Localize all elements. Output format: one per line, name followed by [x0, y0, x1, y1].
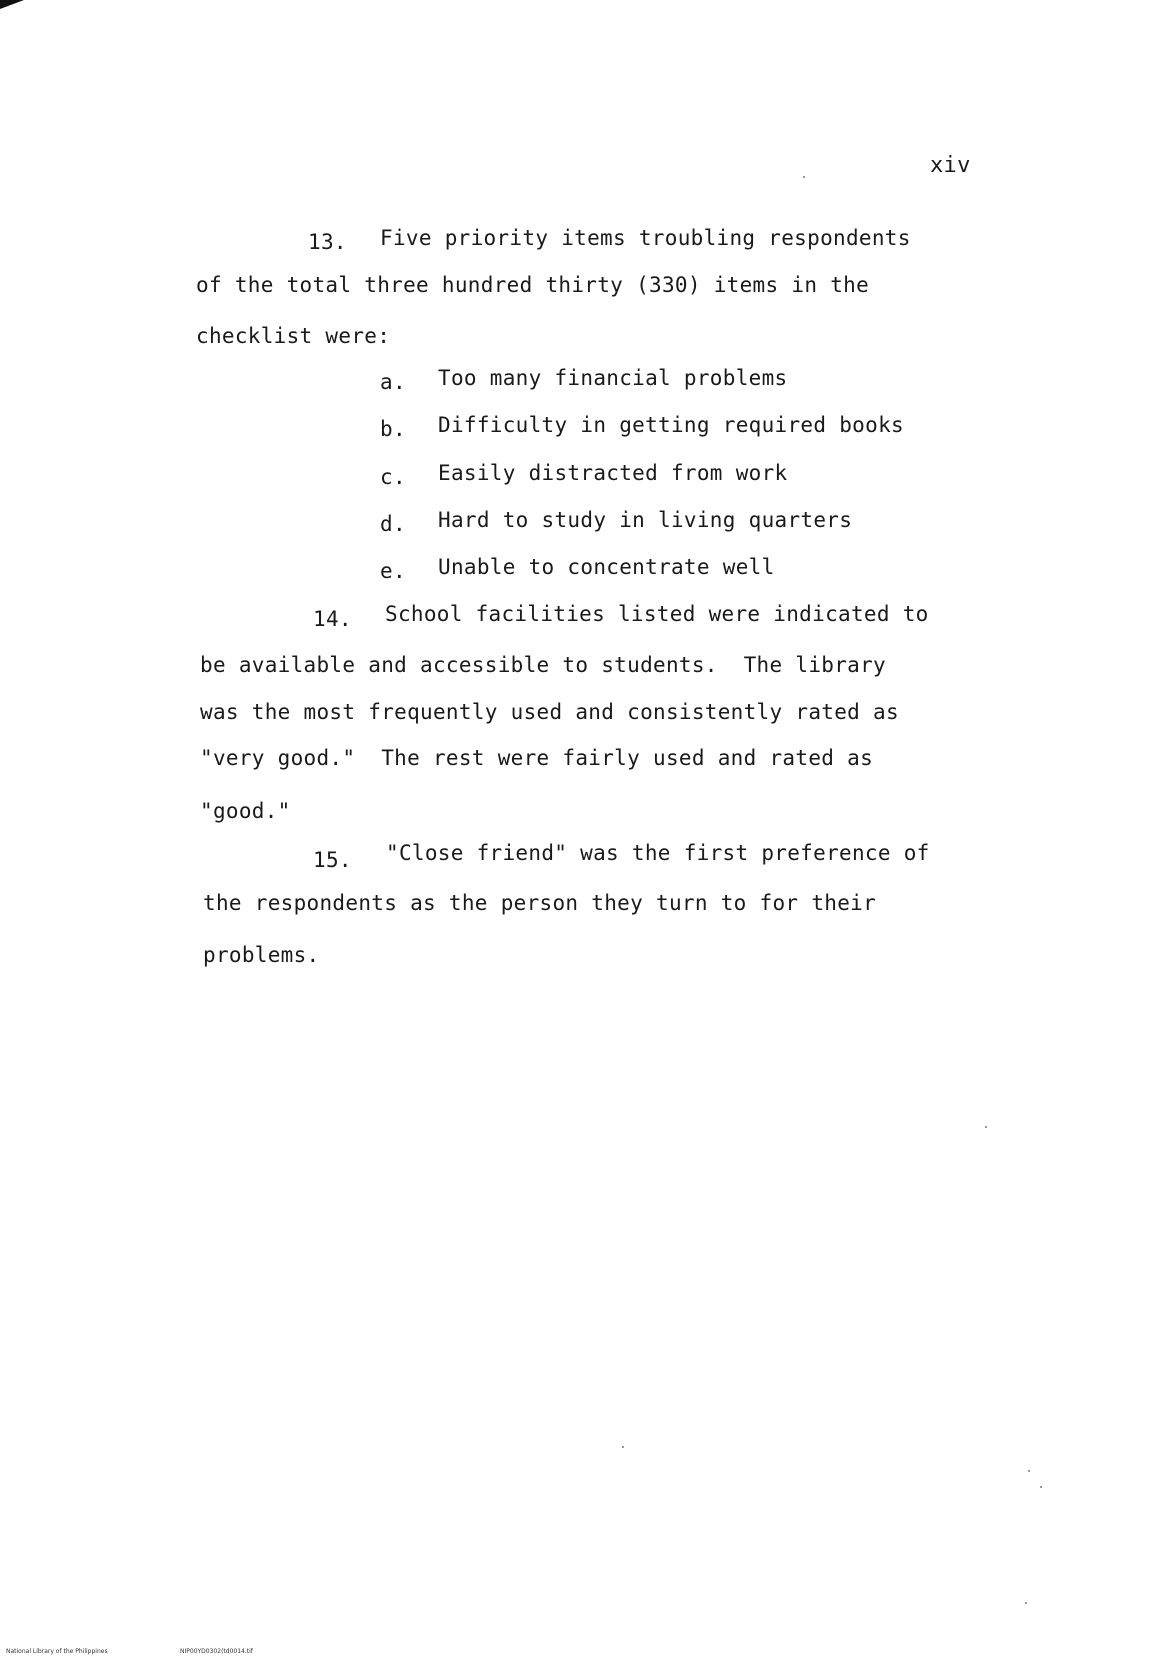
item-14-line-2: be available and accessible to students. The library — [200, 653, 886, 677]
item-15-line-2: the respondents as the person they turn to for their — [203, 891, 877, 915]
scan-speck — [803, 176, 805, 178]
list-item-c-letter: c. — [380, 465, 406, 489]
list-item-e-text: Unable to concentrate well — [438, 555, 775, 579]
scan-footer-right: NIP00YD0302(td0014.tif — [180, 1648, 253, 1655]
item-14-line-3: was the most frequently used and consistently rated as — [200, 700, 899, 724]
item-14-line-1: School facilities listed were indicated to — [385, 602, 929, 626]
item-14-number: 14. — [313, 607, 352, 631]
item-13-line-3: checklist were: — [196, 324, 391, 348]
list-item-d-letter: d. — [380, 512, 406, 536]
item-14-line-5: "good." — [200, 799, 291, 823]
scan-speck — [622, 1446, 624, 1448]
item-13-line-2: of the total three hundred thirty (330) items in the — [196, 273, 870, 297]
scan-speck — [985, 1126, 987, 1128]
scan-speck — [1040, 1486, 1042, 1488]
list-item-c-text: Easily distracted from work — [438, 461, 788, 485]
list-item-b-letter: b. — [380, 417, 406, 441]
scan-speck — [1028, 1470, 1030, 1472]
item-15-line-1: "Close friend" was the first preference of — [386, 841, 930, 865]
item-15-number: 15. — [313, 848, 352, 872]
item-14-line-4: "very good." The rest were fairly used and rated as — [200, 746, 874, 770]
item-15-line-3: problems. — [203, 943, 320, 967]
list-item-d-text: Hard to study in living quarters — [438, 508, 853, 532]
list-item-a-letter: a. — [380, 370, 406, 394]
item-13-number: 13. — [308, 230, 347, 254]
list-item-b-text: Difficulty in getting required books — [438, 413, 904, 437]
scan-footer-left: National Library of the Philippines — [6, 1648, 108, 1655]
item-13-line-1: Five priority items troubling respondents — [380, 226, 911, 250]
list-item-a-text: Too many financial problems — [438, 366, 788, 390]
scan-speck — [1025, 1602, 1027, 1604]
list-item-e-letter: e. — [380, 559, 406, 583]
corner-scan-mark — [0, 0, 26, 10]
page-number: xiv — [930, 153, 971, 178]
